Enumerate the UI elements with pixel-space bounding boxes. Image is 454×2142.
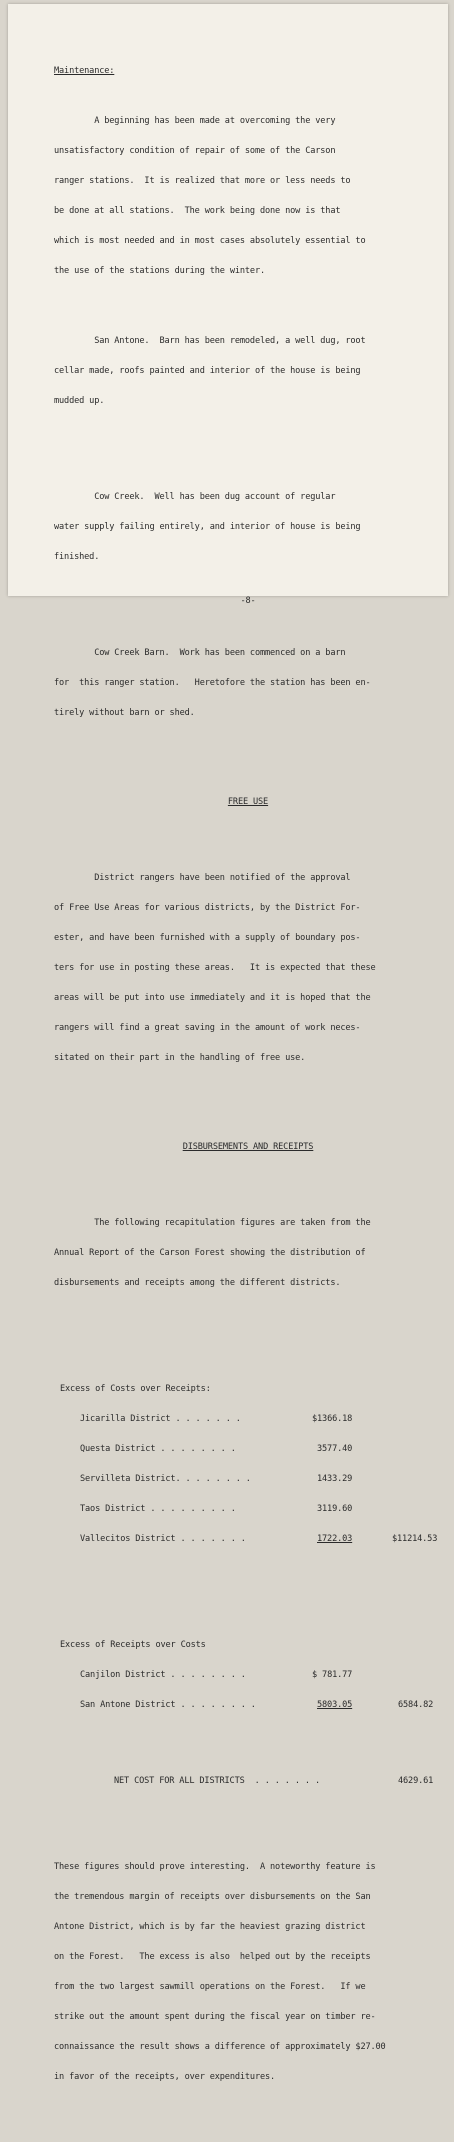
receipts-header: Excess of Receipts over Costs <box>60 1640 206 1650</box>
text-line: ranger stations. It is realized that more or less needs to <box>54 176 351 186</box>
maintenance-paragraph-2 <box>54 316 442 426</box>
district-name: San Antone District . . . . . . . . <box>80 1700 256 1710</box>
text-line: which is most needed and in most cases absolutely essential to <box>54 236 366 246</box>
costs-total: $11214.53 <box>392 1534 438 1544</box>
district-name: Servilleta District. . . . . . . . <box>80 1474 251 1484</box>
district-name: Jicarilla District . . . . . . . <box>80 1414 241 1424</box>
district-name: Questa District . . . . . . . . <box>80 1444 236 1454</box>
maintenance-paragraph-1 <box>54 96 442 296</box>
district-name: Canjilon District . . . . . . . . <box>80 1670 246 1680</box>
disbursements-heading: DISBURSEMENTS AND RECEIPTS <box>182 1142 314 1152</box>
net-cost-amount: 4629.61 <box>398 1776 434 1786</box>
text-line: tirely without barn or shed. <box>54 708 195 718</box>
text-line: areas will be put into use immediately and it is hoped that the <box>54 993 371 1003</box>
free-use-paragraph <box>54 853 442 1083</box>
net-cost-row <box>54 1776 442 1786</box>
text-line: ester, and have been furnished with a supply of boundary pos- <box>54 933 361 943</box>
maintenance-heading: Maintenance: <box>54 66 115 76</box>
text-line: of Free Use Areas for various districts, by the District For- <box>54 903 361 913</box>
text-line: the use of the stations during the winter. <box>54 266 266 276</box>
text-line: District rangers have been notified of the approval <box>54 873 351 883</box>
district-amount: $ 781.77 <box>312 1670 353 1680</box>
net-cost-label: NET COST FOR ALL DISTRICTS . . . . . . . <box>114 1776 320 1786</box>
costs-table <box>54 1364 442 1564</box>
table-row <box>54 1474 442 1484</box>
receipts-table <box>54 1620 442 1730</box>
page-number: -8- <box>240 596 256 606</box>
text-line: unsatisfactory condition of repair of some of the Carson <box>54 146 336 156</box>
text-line: mudded up. <box>54 396 105 406</box>
table-row <box>54 1414 442 1424</box>
district-amount: 5803.05 <box>317 1700 353 1710</box>
text-line: be done at all stations. The work being done now is that <box>54 206 341 216</box>
maintenance-paragraph-4 <box>54 628 442 738</box>
text-line: rangers will find a great saving in the amount of work neces- <box>54 1023 361 1033</box>
text-line: water supply failing entirely, and interior of house is being <box>54 522 361 532</box>
document-body <box>54 36 442 2142</box>
text-line: These figures should prove interesting. A noteworthy feature is <box>54 1862 376 1872</box>
text-line: disbursements and receipts among the different districts. <box>54 1278 341 1288</box>
closing-paragraph <box>54 1842 442 2102</box>
text-line: strike out the amount spent during the fiscal year on timber re- <box>54 2012 376 2022</box>
text-line: finished. <box>54 552 100 562</box>
district-amount: 3119.60 <box>317 1504 353 1514</box>
text-line: sitated on their part in the handling of free use. <box>54 1053 306 1063</box>
document-page <box>8 4 448 2082</box>
district-amount: $1366.18 <box>312 1414 353 1424</box>
text-line: on the Forest. The excess is also helped out by the receipts <box>54 1952 371 1962</box>
disbursements-intro <box>54 1198 442 1308</box>
text-line: Antone District, which is by far the heaviest grazing district <box>54 1922 366 1932</box>
text-line: ters for use in posting these areas. It is expected that these <box>54 963 376 973</box>
receipts-total: 6584.82 <box>398 1700 434 1710</box>
free-use-heading: FREE USE <box>227 797 269 807</box>
text-line: cellar made, roofs painted and interior of the house is being <box>54 366 361 376</box>
district-amount: 3577.40 <box>317 1444 353 1454</box>
costs-header: Excess of Costs over Receipts: <box>60 1384 211 1394</box>
district-amount: 1722.03 <box>317 1534 353 1544</box>
district-name: Vallecitos District . . . . . . . <box>80 1534 246 1544</box>
text-line: for this ranger station. Heretofore the station has been en- <box>54 678 371 688</box>
text-line: A beginning has been made at overcoming the very <box>54 116 336 126</box>
text-line: Annual Report of the Carson Forest showing the distribution of <box>54 1248 366 1258</box>
table-row <box>54 1504 442 1514</box>
table-row <box>54 1670 442 1680</box>
district-name: Taos District . . . . . . . . . <box>80 1504 236 1514</box>
text-line: in favor of the receipts, over expenditures. <box>54 2072 276 2082</box>
text-line: the tremendous margin of receipts over disbursements on the San <box>54 1892 371 1902</box>
text-line: The following recapitulation figures are taken from the <box>54 1218 371 1228</box>
text-line: Cow Creek Barn. Work has been commenced on a barn <box>54 648 346 658</box>
table-row <box>54 1444 442 1454</box>
text-line: Cow Creek. Well has been dug account of regular <box>54 492 336 502</box>
table-row <box>54 1700 442 1710</box>
maintenance-paragraph-3 <box>54 472 442 582</box>
table-row <box>54 1534 442 1544</box>
text-line: from the two largest sawmill operations on the Forest. If we <box>54 1982 366 1992</box>
text-line: San Antone. Barn has been remodeled, a well dug, root <box>54 336 366 346</box>
text-line: connaissance the result shows a difference of approximately $27.00 <box>54 2042 386 2052</box>
district-amount: 1433.29 <box>317 1474 353 1484</box>
